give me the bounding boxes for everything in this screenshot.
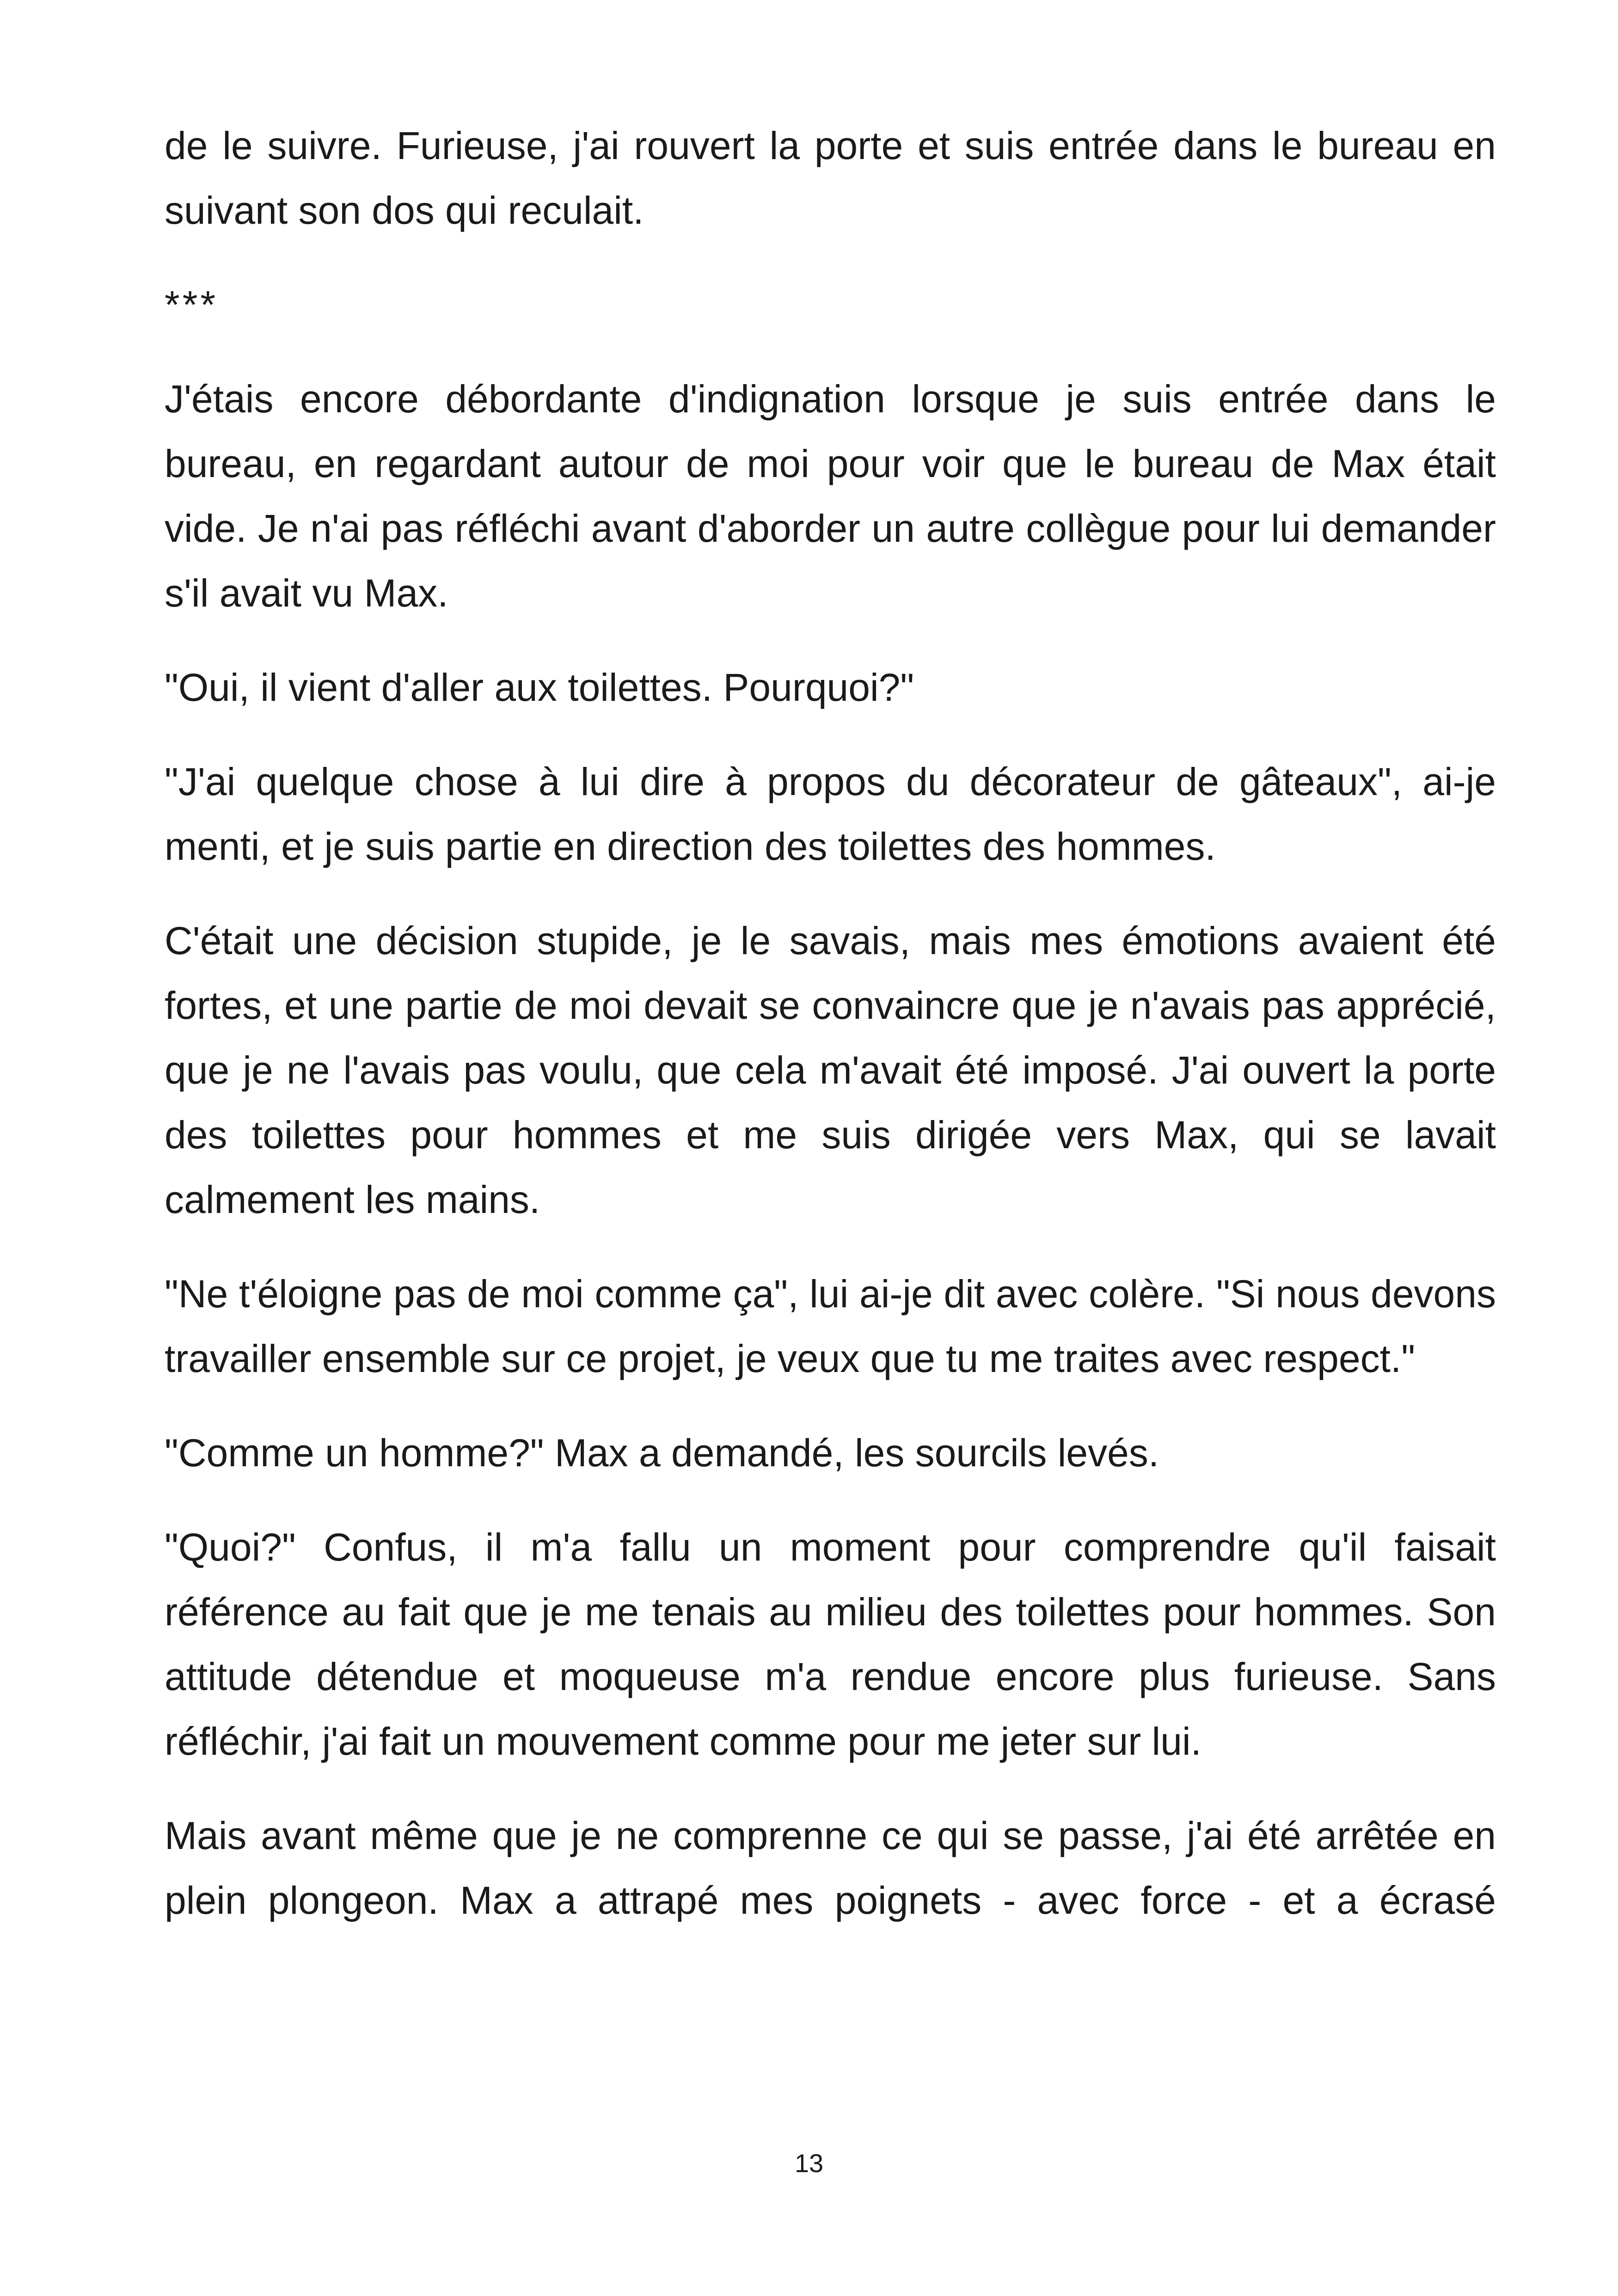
page-body — [165, 113, 1496, 1962]
paragraph-4: "J'ai quelque chose à lui dire à propos du décorateur de gâteaux", ai-je menti, et je suis partie en direction des toilettes des hommes. — [165, 760, 1496, 868]
paragraph-1: de le suivre. Furieuse, j'ai rouvert la porte et suis entrée dans le bureau en suivant son dos qui reculait. — [165, 124, 1496, 232]
paragraph-9: Mais avant même que je ne comprenne ce qui se passe, j'ai été arrêtée en plein plongeon. Max a attrapé mes poignets - avec force - et a écrasé — [165, 1814, 1496, 1922]
paragraph-8: "Quoi?" Confus, il m'a fallu un moment pour comprendre qu'il faisait référence au fait que je me tenais au milieu des toilettes pour hommes. Son attitude détendue et moqueuse m'a rendue encore plus furieuse. Sans réfléchir, j'ai fait un mouvement comme pour me jeter sur lui. — [165, 1525, 1496, 1763]
page-number: 13 — [794, 2149, 824, 2178]
paragraph-6: "Ne t'éloigne pas de moi comme ça", lui ai-je dit avec colère. "Si nous devons travailler ensemble sur ce projet, je veux que tu me traites avec respect." — [165, 1272, 1496, 1380]
paragraph-3: "Oui, il vient d'aller aux toilettes. Pourquoi?" — [165, 666, 914, 709]
scene-separator: *** — [165, 283, 219, 326]
paragraph-5: C'était une décision stupide, je le savais, mais mes émotions avaient été fortes, et une partie de moi devait se convaincre que je n'avais pas apprécié, que je ne l'avais pas voulu, que cela m'avait été imposé. J'ai ouvert la porte des toilettes pour hommes et me suis dirigée vers Max, qui se lavait calmement les mains. — [165, 919, 1496, 1221]
paragraph-7: "Comme un homme?" Max a demandé, les sourcils levés. — [165, 1431, 1159, 1475]
paragraph-2: J'étais encore débordante d'indignation lorsque je suis entrée dans le bureau, en regardant autour de moi pour voir que le bureau de Max était vide. Je n'ai pas réfléchi avant d'aborder un autre collègue pour lui demander s'il avait vu Max. — [165, 377, 1496, 615]
